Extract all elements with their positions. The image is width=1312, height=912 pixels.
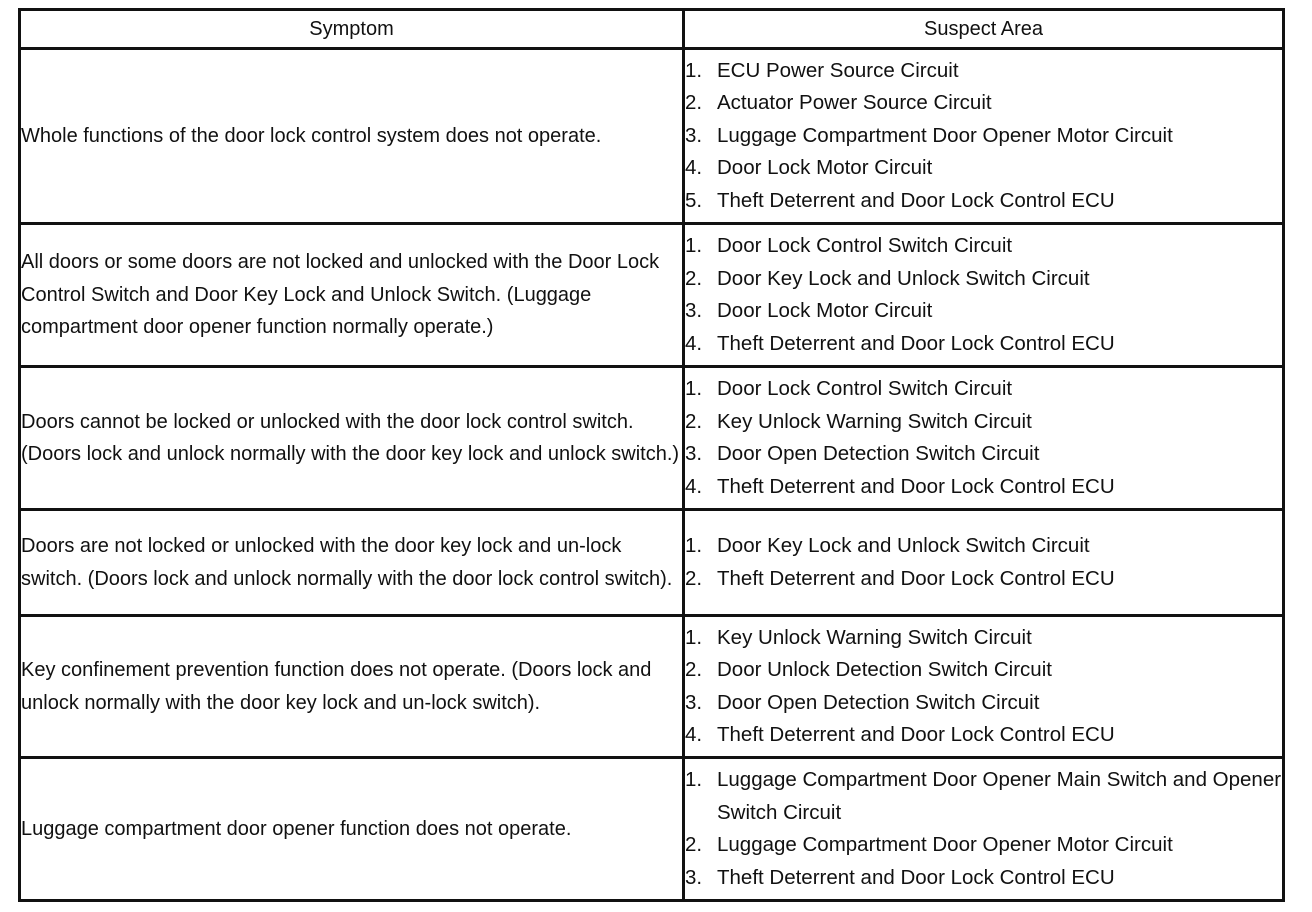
item-text: Theft Deterrent and Door Lock Control ECU	[717, 474, 1115, 498]
suspect-area-list	[685, 622, 1282, 752]
symptom-cell: Doors cannot be locked or unlocked with the door lock control switch. (Doors lock and unlock normally with the door key lock and unlock switch.)	[20, 367, 684, 510]
suspect-area-list	[685, 764, 1282, 894]
item-number: 1.	[685, 234, 703, 257]
list-item	[685, 530, 1282, 563]
item-text: Theft Deterrent and Door Lock Control ECU	[717, 566, 1115, 590]
item-text: Theft Deterrent and Door Lock Control ECU	[717, 188, 1115, 212]
suspect-area-cell	[684, 224, 1284, 367]
suspect-area-cell	[684, 510, 1284, 616]
item-number: 2.	[685, 833, 703, 856]
item-number: 1.	[685, 625, 703, 649]
suspect-area-cell	[684, 367, 1284, 510]
suspect-area-cell	[684, 758, 1284, 901]
table-row	[20, 367, 1284, 510]
list-item	[685, 87, 1282, 120]
item-text: Door Open Detection Switch Circuit	[717, 690, 1040, 714]
table-row	[20, 616, 1284, 758]
symptom-cell: Luggage compartment door opener function does not operate.	[20, 758, 684, 901]
list-item	[685, 185, 1282, 218]
item-number: 3.	[685, 865, 703, 889]
item-number: 3.	[685, 299, 703, 322]
list-item	[685, 829, 1282, 862]
item-number: 5.	[685, 188, 703, 212]
list-item	[685, 719, 1282, 752]
troubleshooting-table	[18, 8, 1285, 902]
item-text: Luggage Compartment Door Opener Main Switch and Opener Switch Circuit	[717, 768, 1282, 824]
item-text: Luggage Compartment Door Opener Motor Circuit	[717, 123, 1173, 147]
item-text: Key Unlock Warning Switch Circuit	[717, 409, 1032, 433]
item-number: 2.	[685, 91, 703, 115]
item-number: 4.	[685, 723, 703, 746]
list-item	[685, 295, 1282, 328]
item-text: Theft Deterrent and Door Lock Control ECU	[717, 331, 1115, 355]
suspect-area-cell	[684, 49, 1284, 224]
item-number: 3.	[685, 690, 703, 714]
suspect-area-list	[685, 373, 1282, 503]
suspect-area-list	[685, 55, 1282, 218]
symptom-cell: All doors or some doors are not locked and unlocked with the Door Lock Control Switch and Door Key Lock and Unlock Switch. (Luggage compartment door opener function normally operate.)	[20, 224, 684, 367]
list-item	[685, 471, 1282, 504]
list-item	[685, 263, 1282, 296]
item-number: 4.	[685, 331, 703, 355]
item-number: 1.	[685, 534, 703, 557]
suspect-area-list	[685, 530, 1282, 595]
symptom-header: Symptom	[20, 10, 684, 49]
item-text: Door Key Lock and Unlock Switch Circuit	[717, 534, 1090, 557]
list-item	[685, 687, 1282, 720]
item-text: Luggage Compartment Door Opener Motor Circuit	[717, 833, 1173, 856]
item-text: Theft Deterrent and Door Lock Control ECU	[717, 723, 1115, 746]
item-number: 3.	[685, 442, 703, 465]
list-item	[685, 230, 1282, 263]
item-number: 3.	[685, 123, 703, 147]
item-text: Door Lock Motor Circuit	[717, 156, 933, 180]
list-item	[685, 563, 1282, 596]
item-number: 1.	[685, 768, 703, 791]
item-text: Door Open Detection Switch Circuit	[717, 442, 1040, 465]
table-row	[20, 49, 1284, 224]
list-item	[685, 764, 1282, 829]
list-item	[685, 152, 1282, 185]
item-number: 4.	[685, 156, 703, 180]
table-row	[20, 224, 1284, 367]
item-number: 2.	[685, 409, 703, 433]
item-number: 4.	[685, 474, 703, 498]
item-text: Key Unlock Warning Switch Circuit	[717, 625, 1032, 649]
table-row	[20, 758, 1284, 901]
item-text: Door Lock Motor Circuit	[717, 299, 933, 322]
suspect-area-header: Suspect Area	[684, 10, 1284, 49]
list-item	[685, 120, 1282, 153]
item-number: 2.	[685, 266, 703, 290]
header-row	[20, 10, 1284, 49]
list-item	[685, 406, 1282, 439]
suspect-area-list	[685, 230, 1282, 360]
list-item	[685, 55, 1282, 88]
item-text: Actuator Power Source Circuit	[717, 91, 992, 115]
item-text: Theft Deterrent and Door Lock Control ECU	[717, 865, 1115, 889]
list-item	[685, 622, 1282, 655]
item-text: Door Key Lock and Unlock Switch Circuit	[717, 266, 1090, 290]
item-text: Door Unlock Detection Switch Circuit	[717, 658, 1052, 681]
list-item	[685, 373, 1282, 406]
list-item	[685, 438, 1282, 471]
symptom-cell: Whole functions of the door lock control system does not operate.	[20, 49, 684, 224]
item-number: 2.	[685, 658, 703, 681]
item-text: Door Lock Control Switch Circuit	[717, 234, 1013, 257]
symptom-cell: Key confinement prevention function does not operate. (Doors lock and unlock normally with the door key lock and un-lock switch).	[20, 616, 684, 758]
item-text: ECU Power Source Circuit	[717, 58, 959, 82]
item-number: 1.	[685, 377, 703, 400]
list-item	[685, 328, 1282, 361]
item-number: 1.	[685, 58, 703, 82]
symptom-cell: Doors are not locked or unlocked with the door key lock and un-lock switch. (Doors lock and unlock normally with the door lock control switch).	[20, 510, 684, 616]
item-text: Door Lock Control Switch Circuit	[717, 377, 1013, 400]
item-number: 2.	[685, 566, 703, 590]
list-item	[685, 862, 1282, 895]
list-item	[685, 654, 1282, 687]
suspect-area-cell	[684, 616, 1284, 758]
table-row	[20, 510, 1284, 616]
